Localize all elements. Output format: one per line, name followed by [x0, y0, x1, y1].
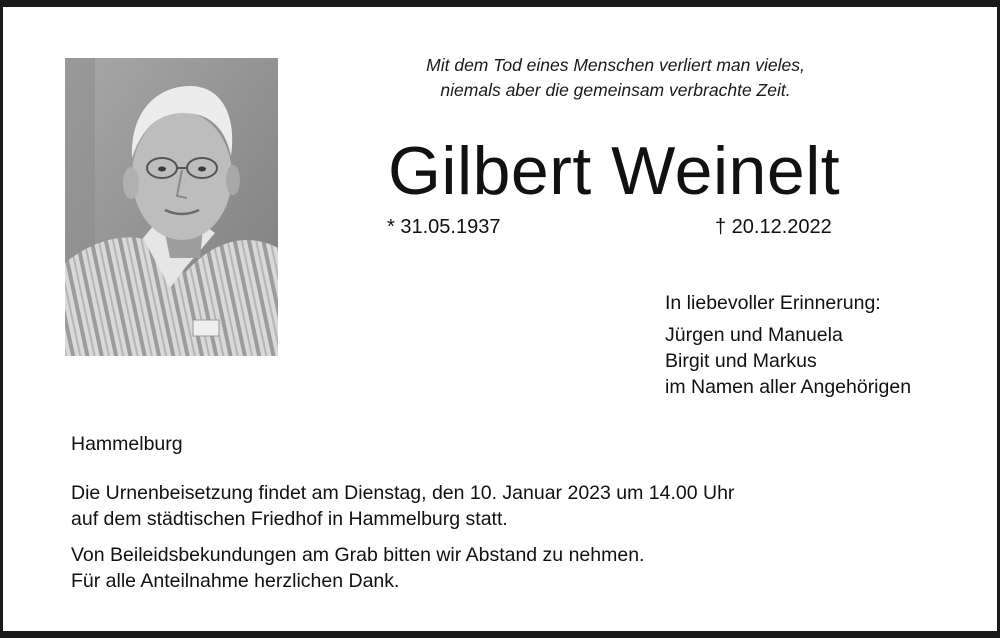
closing-notice — [71, 542, 644, 594]
death-date: † 20.12.2022 — [715, 216, 832, 238]
quote-line-2: niemals aber die gemeinsam verbrachte Zeit. — [440, 80, 791, 100]
mourner-line: Birgit und Markus — [665, 350, 817, 372]
burial-line: auf dem städtischen Friedhof in Hammelburg statt. — [71, 508, 508, 530]
mourner-line: Jürgen und Manuela — [665, 324, 843, 346]
memorial-quote — [363, 53, 868, 103]
closing-line: Von Beileidsbekundungen am Grab bitten wir Abstand zu nehmen. — [71, 544, 645, 566]
burial-line: Die Urnenbeisetzung findet am Dienstag, den 10. Januar 2023 um 14.00 Uhr — [71, 482, 735, 504]
birth-date: * 31.05.1937 — [387, 216, 501, 238]
memory-heading: In liebevoller Erinnerung: — [665, 292, 881, 314]
deceased-name: Gilbert Weinelt — [388, 133, 841, 209]
burial-notice — [71, 480, 734, 532]
mourners-list — [665, 322, 911, 400]
mourner-line: im Namen aller Angehörigen — [665, 376, 912, 398]
quote-line-1: Mit dem Tod eines Menschen verliert man vieles, — [426, 55, 805, 75]
place-name: Hammelburg — [71, 433, 183, 455]
portrait-photo — [65, 58, 278, 356]
closing-line: Für alle Anteilnahme herzlichen Dank. — [71, 570, 400, 592]
